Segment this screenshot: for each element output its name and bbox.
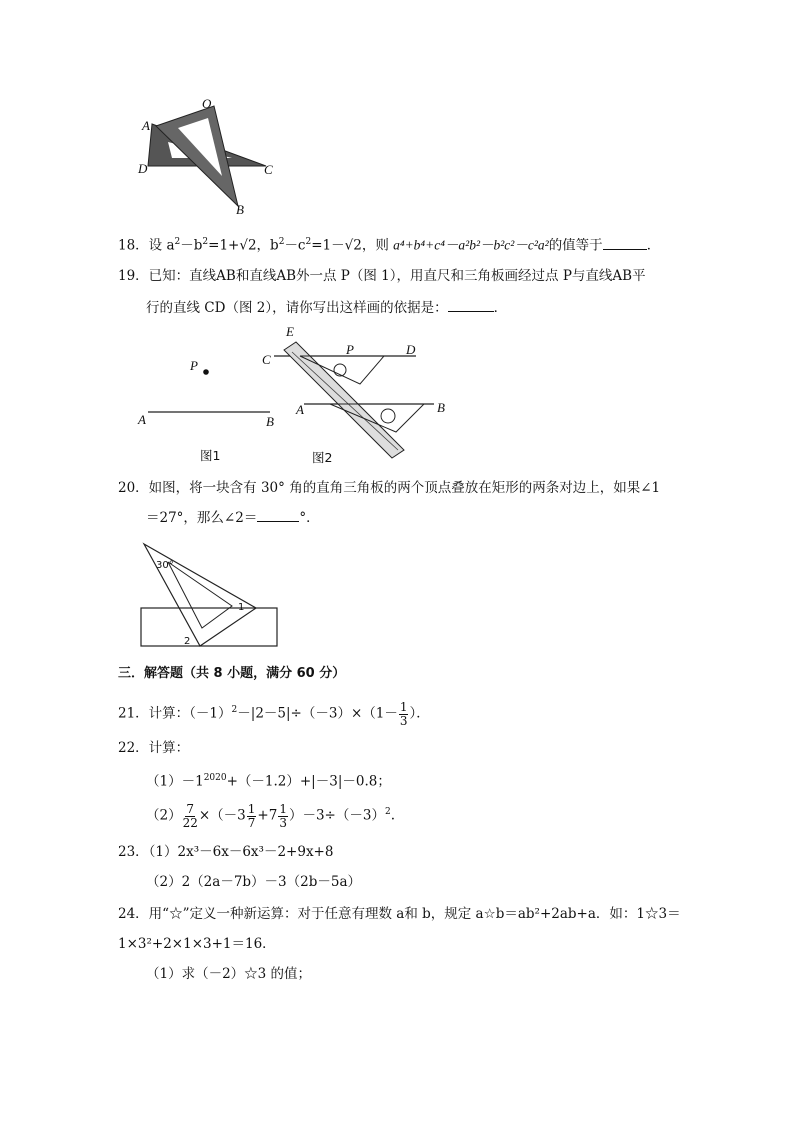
fig2-label-d: D — [406, 342, 416, 357]
figure-17-set-squares — [134, 94, 280, 218]
label-o: O — [202, 96, 212, 111]
question-24-line-1: 24．用“☆”定义一种新运算：对于任意有理数 a和 b，规定 a☆b＝ab²+2ab+a．如：1☆3＝ — [118, 906, 681, 922]
question-22-part-1 — [146, 768, 391, 792]
question-24-line-2: 1×3²+2×1×3+1＝16． — [118, 936, 276, 952]
q22-p1-exponent: 2020 — [203, 773, 227, 783]
q18-part-f: 的值等于 — [548, 237, 603, 254]
fig2-label-b: B — [437, 400, 445, 415]
q20-end: °． — [299, 510, 320, 526]
q18-part-e: =1－√2，则 — [311, 237, 394, 254]
label-30-degree: 30° — [156, 560, 174, 571]
q22-p2-e: . — [390, 807, 395, 824]
fig2-label-e: E — [286, 324, 294, 339]
q21-numerator: 1 — [399, 699, 408, 714]
question-20-line-1: 20．如图，将一块含有 30° 角的直角三角板的两个顶点叠放在矩形的两条对边上，如果∠1 — [118, 480, 661, 496]
label-b: B — [236, 202, 244, 217]
q22-p2-b: ×（－3 — [198, 807, 246, 824]
q22-p2-c: +7 — [257, 807, 278, 824]
question-22-part-2 — [146, 802, 395, 830]
q22-fraction-1 — [183, 803, 198, 830]
point-p — [203, 369, 209, 375]
q22-f2-numerator: 1 — [247, 801, 256, 816]
fig1-label-a: A — [138, 412, 146, 427]
fig2-label-c: C — [262, 352, 271, 367]
figure-20 — [138, 540, 280, 652]
question-24-part-1: （1）求（－2）☆3 的值； — [146, 966, 312, 982]
q19-end: ． — [493, 300, 508, 316]
q22-p2-a: （2） — [146, 807, 182, 824]
q22-p2-exponent: 2 — [384, 807, 391, 817]
label-c: C — [264, 162, 273, 177]
q22-fraction-3 — [278, 803, 288, 830]
question-22-title: 22．计算： — [118, 740, 190, 756]
label-angle-2: 2 — [184, 636, 191, 647]
q21-fraction — [399, 701, 409, 728]
question-23-part-1: 23．（1）2x³－6x－6x³－2+9x+8 — [118, 844, 334, 860]
fig1-label-b: B — [266, 414, 274, 429]
fig2-label-a: A — [296, 402, 304, 417]
label-angle-1: 1 — [238, 602, 245, 613]
question-19-line-1: 19．已知：直线AB和直线AB外一点 P（图 1），用直尺和三角板画经过点 P与直线AB平 — [118, 268, 646, 284]
q22-p1-b: +（－1.2）+|－3|－0.8； — [226, 773, 391, 790]
question-21 — [118, 700, 430, 728]
q21-exponent: 2 — [231, 705, 238, 715]
label-a: A — [142, 118, 150, 133]
q22-p1-a: （1）－1 — [146, 773, 204, 790]
set-square-bottom-hole — [381, 409, 395, 423]
question-19-line-2 — [146, 298, 507, 318]
fig2-label-p: P — [346, 342, 354, 357]
q18-end: ． — [646, 237, 661, 254]
q22-f3-numerator: 1 — [279, 801, 287, 816]
q21-part-b: －|2－5|÷（－3）×（1－ — [237, 705, 398, 722]
q21-denominator: 3 — [399, 713, 408, 728]
caption-fig2: 图2 — [312, 450, 333, 465]
question-18: 18．设 $a^2-b^2=1+√2$，$b^2-c^2=1-√2$，则 a⁴+b⁴+c⁴－a²b²－b²c²－c²a²的值等于 ． — [118, 237, 661, 254]
label-d: D — [138, 161, 148, 176]
question-23-part-2: （2）2（2a－7b）－3（2b－5a） — [146, 874, 362, 890]
fig1-label-p: P — [190, 358, 198, 373]
q22-f2-denominator: 7 — [247, 815, 256, 830]
q22-f1-denominator: 22 — [182, 815, 198, 830]
q22-f1-numerator: 7 — [186, 801, 195, 816]
q18-expression: a⁴+b⁴+c⁴－a²b²－b²c²－c²a² — [393, 237, 549, 253]
q19-answer-blank — [448, 298, 494, 312]
q21-part-a: 21．计算：（－1） — [118, 705, 232, 722]
q18-part-b: －b — [180, 237, 203, 254]
q22-f3-denominator: 3 — [279, 815, 287, 830]
q19-line2-text: 行的直线 CD（图 2），请你写出这样画的依据是： — [146, 300, 448, 316]
q20-answer-blank — [257, 508, 299, 522]
q18-part-d: －c — [284, 237, 306, 254]
section-3-heading: 三．解答题（共 8 小题，满分 60 分） — [118, 666, 346, 681]
question-20-line-2 — [146, 508, 320, 528]
figure-19 — [134, 324, 454, 468]
q18-part-c: =1+√2，b — [208, 237, 279, 254]
triangle-inner — [168, 562, 232, 628]
q21-part-c: ）． — [409, 705, 430, 722]
caption-fig1: 图1 — [200, 448, 221, 463]
q22-p2-d: ）－3÷（－3） — [288, 807, 385, 824]
q18-part-a: 18．设 a — [118, 237, 175, 254]
q22-fraction-2 — [247, 803, 257, 830]
q18-answer-blank — [603, 236, 647, 250]
q20-line2-text: ＝27°，那么∠2＝ — [146, 510, 258, 526]
